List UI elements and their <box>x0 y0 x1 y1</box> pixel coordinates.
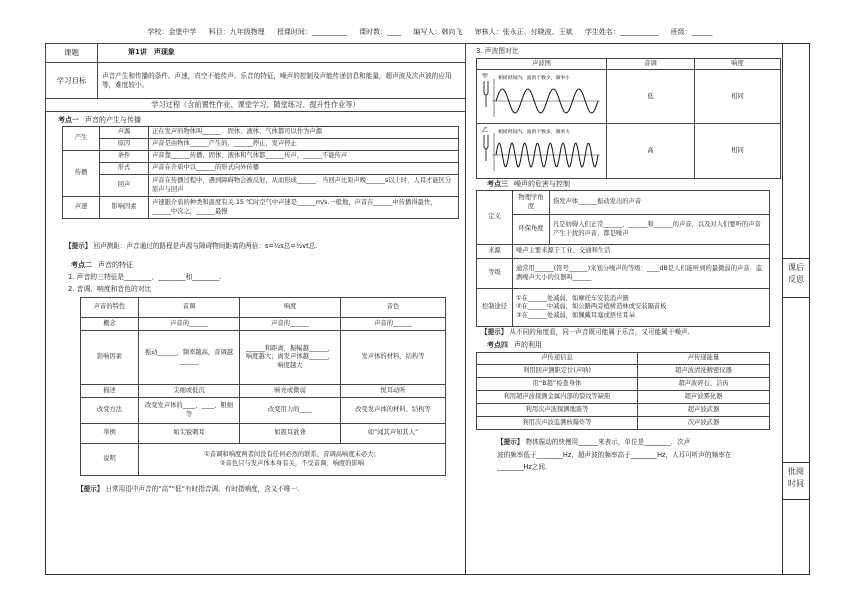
k4-heading <box>487 341 542 350</box>
k4-cell: 利用回声测距定位(声呐) <box>477 365 638 378</box>
hint3-label: 【提示】 <box>481 328 508 336</box>
k4-cell: 次声波武器 <box>638 417 770 430</box>
k4-cell: 利用超声波探测金属内部的裂纹等缺陷 <box>477 391 638 404</box>
k4-title: 考点四 <box>487 341 508 349</box>
k1-row <box>63 127 459 139</box>
hint3-text: 从不同的角度看，同一声音既可能属于乐音，又可能属于噪声. <box>509 328 690 336</box>
k3-title: 考点三 <box>487 180 508 188</box>
k2-head-cell: 声音的特性 <box>81 298 139 318</box>
k4-row <box>477 391 770 404</box>
hint1-label: 【提示】 <box>65 242 92 250</box>
k4-cell: 超声波碎石、洁齿 <box>638 378 770 391</box>
k2-cell: 声音的______ <box>139 318 240 331</box>
k3-ctrl-label: 控制途径 <box>477 289 513 327</box>
k2-cell: ______和距离，振幅越______，响度越大；离发声体越______，响度越大 <box>240 331 341 385</box>
k2-head-cell: 音色 <box>341 298 446 318</box>
wave-tag-low: 甲 <box>482 73 489 81</box>
k4-table <box>476 352 770 430</box>
class-name: 班级：______ <box>670 28 713 36</box>
class-hours: 课时数：____ <box>359 28 402 36</box>
k2-table <box>80 297 446 476</box>
reflection-box <box>782 258 810 298</box>
k3-ctrl-2: ②在______中减弱，如公路两旁植树造林或安装隔音板 <box>516 303 667 311</box>
hint2-label: 【提示】 <box>77 485 104 493</box>
k2-cell: 概念 <box>81 318 139 331</box>
k4-cell: 超声波雾化器 <box>638 391 770 404</box>
k2-cell: 发声体的材料、结构等 <box>341 331 446 385</box>
k1-name: 声音的产生与传播 <box>85 116 141 124</box>
school: 学校：金堡中学 <box>147 28 197 36</box>
k2-cell: 改变发声体的____、____、粗细等 <box>139 398 240 424</box>
k1-row <box>63 163 459 175</box>
k2-cell: 改变发声体的材料、结构等 <box>341 398 446 424</box>
k2-cell: 如“闻其声知其人” <box>341 424 446 444</box>
k2-cell: 描述 <box>81 385 139 398</box>
k1-item: 形式 <box>100 163 149 175</box>
k1-desc: 声音靠______传播，固体、液体和气体都______传声，______不能传声 <box>149 151 459 163</box>
k1-group: 声速 <box>63 197 100 219</box>
k1-desc: 声音在介质中以______的形式向外传播 <box>149 163 459 175</box>
k2-cell: 声音的______ <box>240 318 341 331</box>
wave-head-loud: 响度 <box>695 59 781 70</box>
k1-item: 声源 <box>100 127 149 139</box>
k3-lvl: 通常用______(符号______)来划分噪声的等级：____dB是人们能听到的最微弱的声音．监测噪声大小的仪器叫______ <box>513 259 770 289</box>
k4-cell: 利用次声波监测核爆炸等 <box>477 417 638 430</box>
wave-tag-high: 乙 <box>482 127 489 135</box>
k2-cell: 如震耳欲聋 <box>240 424 341 444</box>
k2-row <box>81 424 446 444</box>
k4-name: 声的利用 <box>514 341 542 349</box>
k1-desc: 正在发声的物体叫______．固体、液体、气体都可以作为声源 <box>149 127 459 139</box>
k1-desc: 声音在传播过程中，遇到障碍物会被反射，从而形成______．当回声比原声晚______s以上时，人耳才能区分原声与回声 <box>149 175 459 197</box>
k4-head-cell: 声传递能量 <box>638 353 770 365</box>
high-frequency-wave <box>478 125 604 173</box>
k2-q1: 1. 声音的三特征是________、________和________. <box>68 273 222 281</box>
k4-head-row <box>477 353 770 365</box>
k1-item: 条件 <box>100 151 149 163</box>
k4-row <box>477 378 770 391</box>
k2-head-cell: 音调 <box>139 298 240 318</box>
wave-loud-high: 相同 <box>695 124 781 178</box>
hint3 <box>481 328 690 336</box>
wave-title: 3. 声波图对比 <box>476 47 519 55</box>
k2-cell: 影响因素 <box>81 331 139 385</box>
k1-row <box>63 151 459 163</box>
k1-row <box>63 175 459 197</box>
wave-loud-low: 相同 <box>695 70 781 124</box>
k2-note1: ①音调和响度两者间没有任何必然的联系，音调高响度未必大； <box>204 451 380 459</box>
hint4 <box>497 436 731 474</box>
topic-value: 第1讲 声现象 <box>98 44 466 63</box>
hint4-label: 【提示】 <box>497 438 524 446</box>
k2-cell: 悦耳动听 <box>341 385 446 398</box>
k4-head-cell: 声传递信息 <box>477 353 638 365</box>
k1-item: 回声 <box>100 175 149 197</box>
k2-row <box>81 398 446 424</box>
wave-head-tone: 音调 <box>607 59 695 70</box>
tuning-fork-icon <box>484 81 488 107</box>
k4-cell: 超声波清洗精密仪器 <box>638 365 770 378</box>
k3-src-label: 来源 <box>477 245 513 259</box>
review-box <box>782 462 810 500</box>
k2-row <box>81 385 446 398</box>
k2-cell: 振动______，频率越高，音调越______ <box>139 331 240 385</box>
tuning-fork-icon <box>484 135 488 161</box>
k4-cell: 超声波武器 <box>638 404 770 417</box>
k2-cell: 如尖锐刺耳 <box>139 424 240 444</box>
hint4-line3: ________Hz之间. <box>497 463 548 472</box>
k3-phys-label: 物理学角度 <box>513 191 550 215</box>
hint4-line1: 物体振动的快慢用______来表示，单位是________．次声 <box>525 438 691 446</box>
wave-tone-high: 高 <box>607 124 695 178</box>
author: 编写人：韩向飞 <box>413 28 463 36</box>
teach-time: 授课时间：__________ <box>276 28 347 36</box>
hint1-text: 回声测距：声音通过的路程是声源与障碍物间距离的两倍：s=½s总=½vt总. <box>93 242 318 250</box>
k1-row <box>63 139 459 151</box>
k4-cell: 用“B超”检查身体 <box>477 378 638 391</box>
wave-head-graph: 声波图 <box>477 59 607 70</box>
k2-heading <box>71 261 133 270</box>
k1-item: 影响因素 <box>100 197 149 219</box>
reviewer: 审核人：张永正、付晓波、王斌 <box>474 28 573 36</box>
subject: 科目：九年级物理 <box>208 28 265 36</box>
k2-title: 考点二 <box>71 261 92 269</box>
k3-env: 凡是妨碍人们正常______、______和______的声音，以及对人们要听的声音产生干扰的声音，都是噪声 <box>550 215 770 245</box>
hint4-line2: 波的频率低于________Hz，超声波的频率高于________Hz，人耳可听声的频率在 <box>497 450 732 459</box>
student-name: 学生姓名：___________ <box>584 28 659 36</box>
wave-graph-high <box>477 124 607 178</box>
wave-cap-high: 相同时间内，波的个数多，频率大 <box>498 130 570 136</box>
k3-ctrl-1: ①在______处减弱，如摩托车安装消声器 <box>516 295 629 303</box>
k3-phys: 指发声体______振动发出的声音 <box>550 191 770 215</box>
k4-row <box>477 417 770 430</box>
k1-row <box>63 197 459 219</box>
hint2 <box>77 485 299 493</box>
k3-name: 噪声的危害与控制 <box>514 180 570 188</box>
k3-lvl-label: 等级 <box>477 259 513 289</box>
wave-cap-low: 相同时间内，波的个数少，频率小 <box>498 76 570 82</box>
k1-item: 原因 <box>100 139 149 151</box>
k3-table <box>476 190 770 327</box>
k2-row <box>81 331 446 385</box>
k4-cell: 利用次声波探测地震等 <box>477 404 638 417</box>
k2-note <box>139 444 446 476</box>
k1-desc: 声音是由物体______产生的，______停止，发声停止 <box>149 139 459 151</box>
column-divider <box>465 43 466 575</box>
low-frequency-wave <box>478 71 604 119</box>
k2-cell: 举例 <box>81 424 139 444</box>
k1-title: 考点一 <box>58 116 79 124</box>
k2-note-label: 说明 <box>81 444 139 476</box>
review-label: 批阅时间 <box>788 467 804 488</box>
k3-env-label: 环保角度 <box>513 215 550 245</box>
hint2-text: 日常用语中声音的“高”“低”有时指音调，有时指响度，含义不唯一. <box>105 485 300 493</box>
k2-head-row <box>81 298 446 318</box>
hint1 <box>65 242 317 250</box>
wave-tone-low: 低 <box>607 70 695 124</box>
reflection-label: 课后反思 <box>788 263 804 284</box>
k3-def-label: 定义 <box>477 191 513 245</box>
goal-label: 学习目标 <box>46 63 98 99</box>
wave-graph-low <box>477 70 607 124</box>
k2-cell: 声音的______ <box>341 318 446 331</box>
k1-table <box>62 126 459 219</box>
k3-ctrl <box>513 289 770 327</box>
k3-heading <box>487 180 570 189</box>
k2-q2: 2. 音调、响度和音色的对比 <box>68 285 152 293</box>
k2-cell: 响亮或微弱 <box>240 385 341 398</box>
k2-row <box>81 318 446 331</box>
process-title: 学习过程（含前置性作业、课堂学习、随堂练习、提升性作业等） <box>46 99 466 112</box>
k3-src: 噪声主要来源于工业、交通和生活 <box>513 245 770 259</box>
k2-cell: 改变方法 <box>81 398 139 424</box>
header-bar <box>0 28 860 37</box>
k2-cell: 尖细或低沉 <box>139 385 240 398</box>
k2-head-cell: 响度 <box>240 298 341 318</box>
k2-note2: ②音色只与发声体本身有关，不受音调、响度的影响 <box>219 459 365 467</box>
k4-row <box>477 404 770 417</box>
k2-cell: 改变用力的____ <box>240 398 341 424</box>
goal-text: 声音产生和传播的条件、声速，真空不能传声、乐音的特征，噪声的控制及声能传递信息和能量，超声波及次声波的应用等，难度较小。 <box>98 63 466 99</box>
k1-desc: 声速跟介质的种类和温度有关.15 ℃时空气中声速是______m/s.一般地，声音在______中传播得最快，______中次之，______最慢 <box>149 197 459 219</box>
k1-group: 产生 <box>63 127 100 151</box>
k1-group: 传播 <box>63 151 100 197</box>
topic-label: 课题 <box>46 44 98 63</box>
k3-ctrl-3: ③在______处减弱，如佩戴耳塞或捂住耳朵 <box>516 311 635 319</box>
k4-row <box>477 365 770 378</box>
k1-heading <box>58 116 141 125</box>
k2-name: 声音的特征 <box>98 261 133 269</box>
wave-table <box>476 58 781 179</box>
topic-table <box>45 43 466 112</box>
